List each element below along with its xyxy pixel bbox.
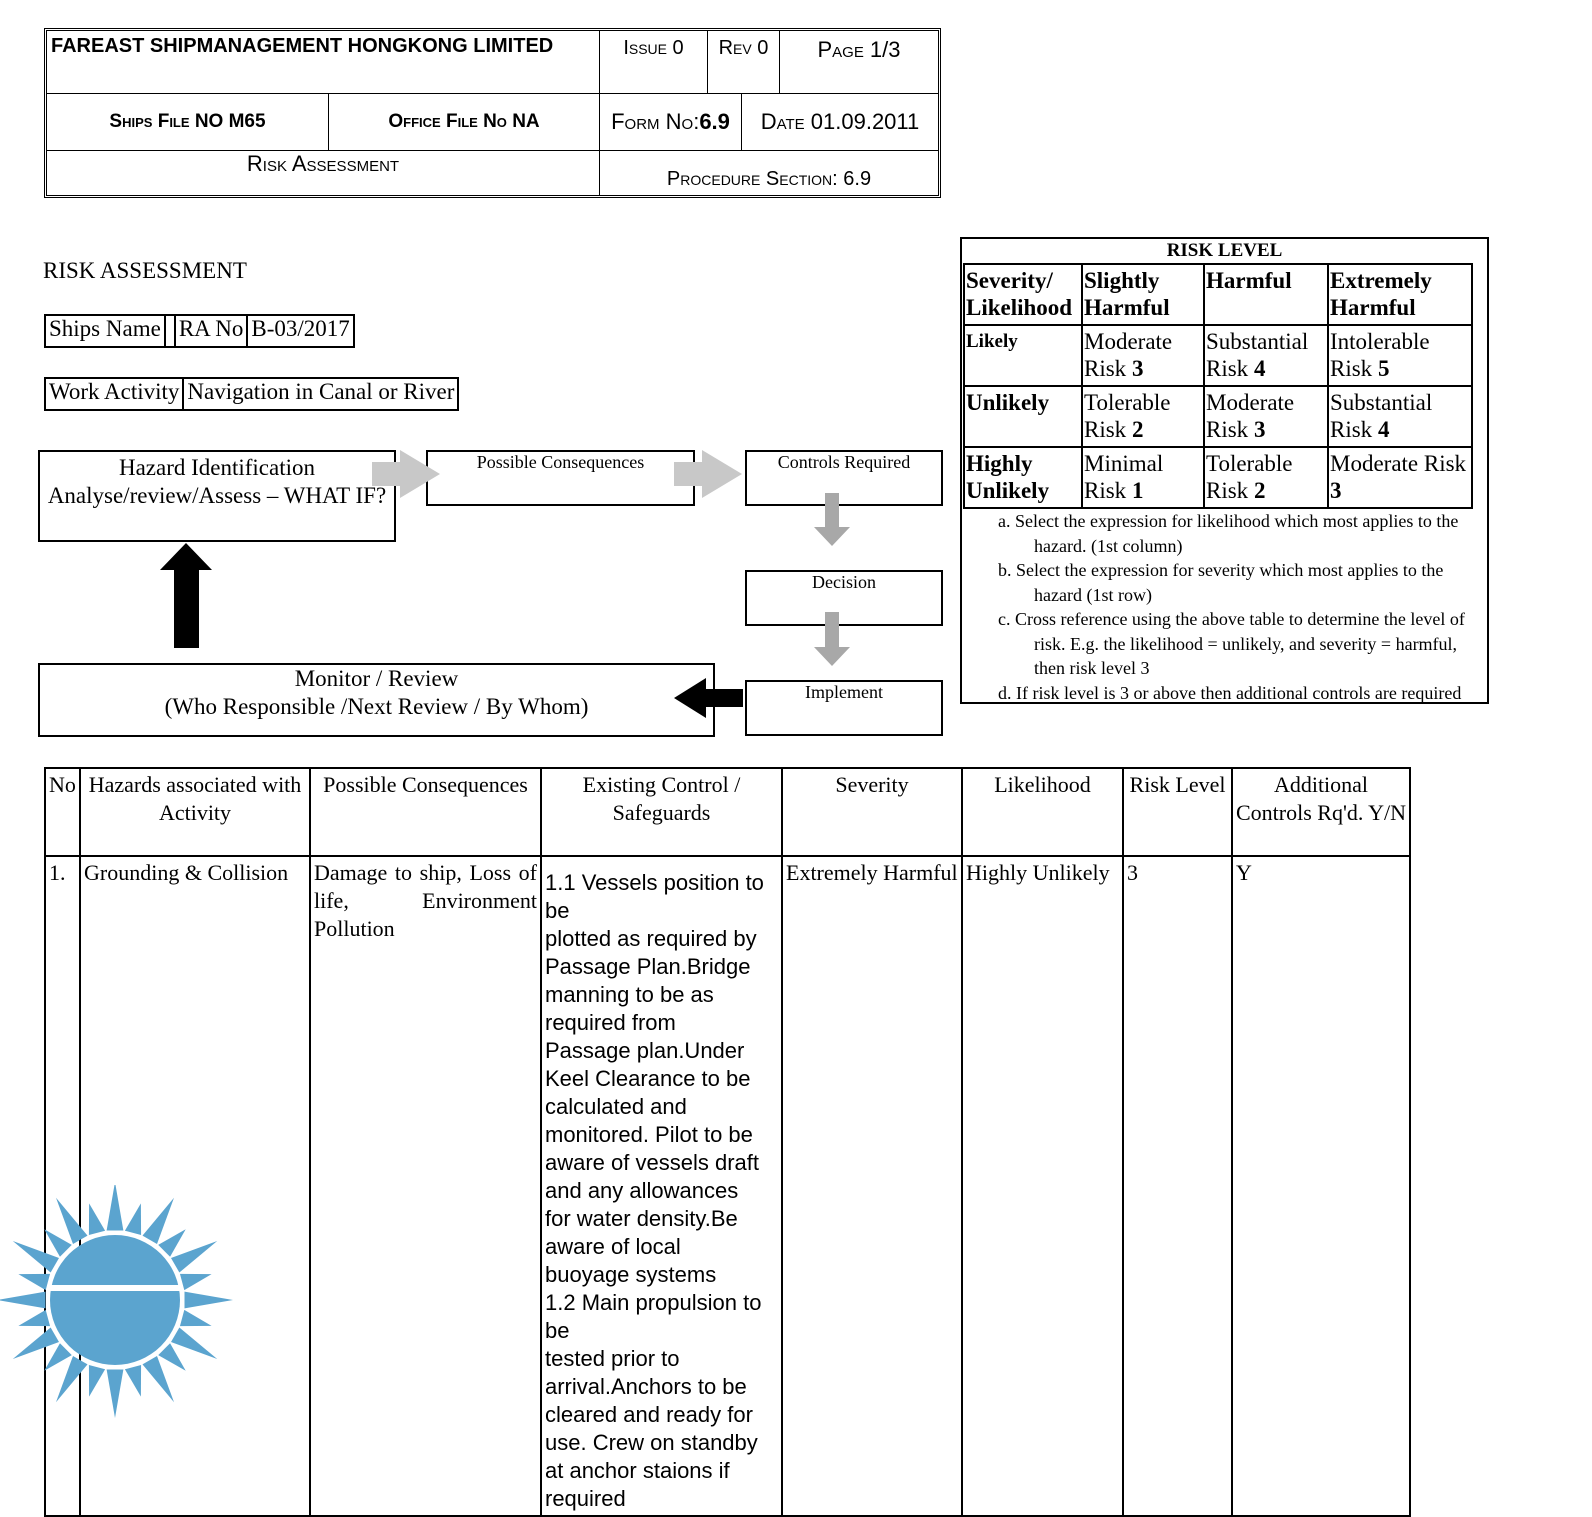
sun-ray [56,1356,88,1402]
sun-ray [56,1198,88,1244]
issue: Issue 0 [600,31,708,94]
sun-ray [89,1365,105,1397]
cell-score: 1 [1131,478,1144,503]
matrix-cell [1204,447,1328,508]
matrix-cell [1082,447,1204,508]
cell-score: 3 [1330,478,1342,503]
date: Date 01.09.2011 [742,94,938,151]
cell-text: Tolerable Risk [1084,390,1171,442]
cell-score: 4 [1253,356,1266,381]
cell-text: Substantial Risk [1330,390,1433,442]
severity-cell: Extremely Harmful [782,856,962,1516]
column-header: Possible Consequences [310,768,541,856]
table-row [45,856,1410,1516]
column-header: No [45,768,80,856]
work-activity-value: Navigation in Canal or River [187,379,455,404]
matrix-row [964,386,1472,447]
arrow-up-icon [160,543,212,648]
matrix-header: Harmful [1204,264,1328,325]
cell-score: 4 [1377,417,1390,442]
risk-matrix [963,263,1473,509]
sun-ray [44,1343,71,1370]
column-header: Hazards associated with Activity [80,768,310,856]
column-header: Severity [782,768,962,856]
hazard-id-label: Hazard Identification [118,455,316,480]
doc-title: RISK ASSESSMENT [43,258,247,283]
cell-text: Substantial Risk [1206,329,1309,381]
sun-ray [13,1241,59,1273]
cell-text: Intolerable Risk [1330,329,1430,381]
sun-ray [158,1229,185,1256]
sun-ray [158,1343,185,1370]
implement-box: Implement [745,680,943,736]
sun-ray [180,1310,212,1326]
ra-no-label: RA No [176,316,249,346]
sun-ray [18,1274,50,1290]
cell-text: Tolerable Risk [1206,451,1293,503]
controls-cell [541,856,782,1516]
sun-ray [107,1369,124,1418]
sun-ray [0,1292,46,1309]
matrix-row [964,447,1472,508]
ships-file: Ships File NO M65 [47,94,329,151]
controls-required-box: Controls Required [745,450,943,506]
assessment-table [44,767,1411,1517]
sun-ray [171,1327,217,1359]
matrix-header: Slightly Harmful [1082,264,1204,325]
sun-icon [0,1185,233,1418]
cell-score: 2 [1253,478,1266,503]
work-activity-label: Work Activity [46,379,184,409]
sun-ray [89,1203,105,1235]
consequences-cell: Damage to ship, Loss of life, Environment Pollution [310,856,541,1516]
hazard-id-sub: Analyse/review/Assess – WHAT IF? [47,483,387,508]
matrix-row [964,325,1472,386]
matrix-cell [1082,386,1204,447]
cell-score: 2 [1131,417,1144,442]
column-header: Existing Control / Safeguards [541,768,782,856]
sun-ray [18,1310,50,1326]
sun-ray [125,1365,141,1397]
matrix-header: Severity/ Likelihood [964,264,1082,325]
matrix-cell [1204,386,1328,447]
flow-arrows [0,0,960,760]
matrix-header: Extremely Harmful [1328,264,1472,325]
row-number: 1. [45,856,80,1516]
sun-ray [171,1241,217,1273]
matrix-cell [1082,325,1204,386]
likelihood-cell: Highly Unlikely [962,856,1123,1516]
form-label: Form No: [611,109,700,134]
note-item: d. If risk level is 3 or above then additional controls are required [998,682,1462,703]
office-file: Office File No NA [329,94,600,151]
cell-text: Moderate Risk [1084,329,1173,381]
cell-text: Minimal Risk [1084,451,1164,503]
watermark-logo [0,1185,240,1425]
risk-notes [962,509,1487,705]
matrix-cell [1328,447,1472,508]
arrow-left-icon [674,678,743,718]
monitor-label: Monitor / Review [294,666,459,691]
possible-consequences-box: Possible Consequences [426,450,695,506]
cell-text: Moderate Risk [1206,390,1295,442]
sun-ray [44,1229,71,1256]
arrow-right-icon [372,450,440,498]
risk-level-panel [960,237,1489,704]
hazard-cell: Grounding & Collision [80,856,310,1516]
sun-ray [180,1274,212,1290]
cell-score: 5 [1377,356,1390,381]
sun-ray [13,1327,59,1359]
arrow-right-icon [674,450,742,498]
likelihood-label: Likely [964,325,1082,386]
table-header-row [45,768,1410,856]
matrix-cell [1204,325,1328,386]
matrix-cell [1328,325,1472,386]
form-title: Risk Assessment [47,151,600,195]
ships-name-label: Ships Name [46,316,166,346]
column-header: Additional Controls Rq'd. Y/N [1232,768,1410,856]
sun-ray [142,1356,174,1402]
arrow-down-icon [814,493,850,546]
risk-level-cell: 3 [1123,856,1232,1516]
note-item: c. Cross reference using the above table to determine the level of risk. E.g. the likelihood = unlikely, and severity = harmful, then risk level 3 [998,609,1465,678]
column-header: Likelihood [962,768,1123,856]
risk-level-title: RISK LEVEL [1166,240,1283,261]
page-number: Page 1/3 [780,31,938,94]
revision: Rev 0 [708,31,780,94]
additional-controls-cell: Y [1232,856,1410,1516]
sun-ray [142,1198,174,1244]
arrow-down-icon [814,612,850,666]
cell-score: 3 [1131,356,1144,381]
note-item: a. Select the expression for likelihood which most applies to the hazard. (1st column) [998,511,1459,556]
column-header: Risk Level [1123,768,1232,856]
likelihood-label: Highly Unlikely [964,447,1082,508]
decision-box: Decision [745,570,943,626]
cell-text: Moderate Risk [1330,451,1467,476]
likelihood-label: Unlikely [964,386,1082,447]
note-item: b. Select the expression for severity which most applies to the hazard (1st row) [998,560,1444,605]
control-item: 1.1 Vessels position to be plotted as required by Passage Plan.Bridge manning to be as required from Passage plan.Under Keel Clearance to be calculated and monitored. Pilot to be aware of vessels draft and any allowances for water density.Be aware of local buoyage systems [545,870,764,1287]
sun-ray [184,1292,233,1309]
ra-no-value: B-03/2017 [251,316,350,341]
monitor-sub: (Who Responsible /Next Review / By Whom) [164,694,589,719]
company-name: FAREAST SHIPMANAGEMENT HONGKONG LIMITED [47,31,600,94]
control-item: 1.2 Main propulsion to be tested prior to arrival.Anchors to be cleared and ready for use. Crew on standby at anchor staions if required [545,1290,762,1511]
procedure-section: Procedure Section: 6.9 [666,168,872,190]
matrix-cell [1328,386,1472,447]
sun-ray [107,1185,124,1231]
sun-ray [125,1203,141,1235]
cell-score: 3 [1253,417,1266,442]
form-no: 6.9 [699,109,730,134]
